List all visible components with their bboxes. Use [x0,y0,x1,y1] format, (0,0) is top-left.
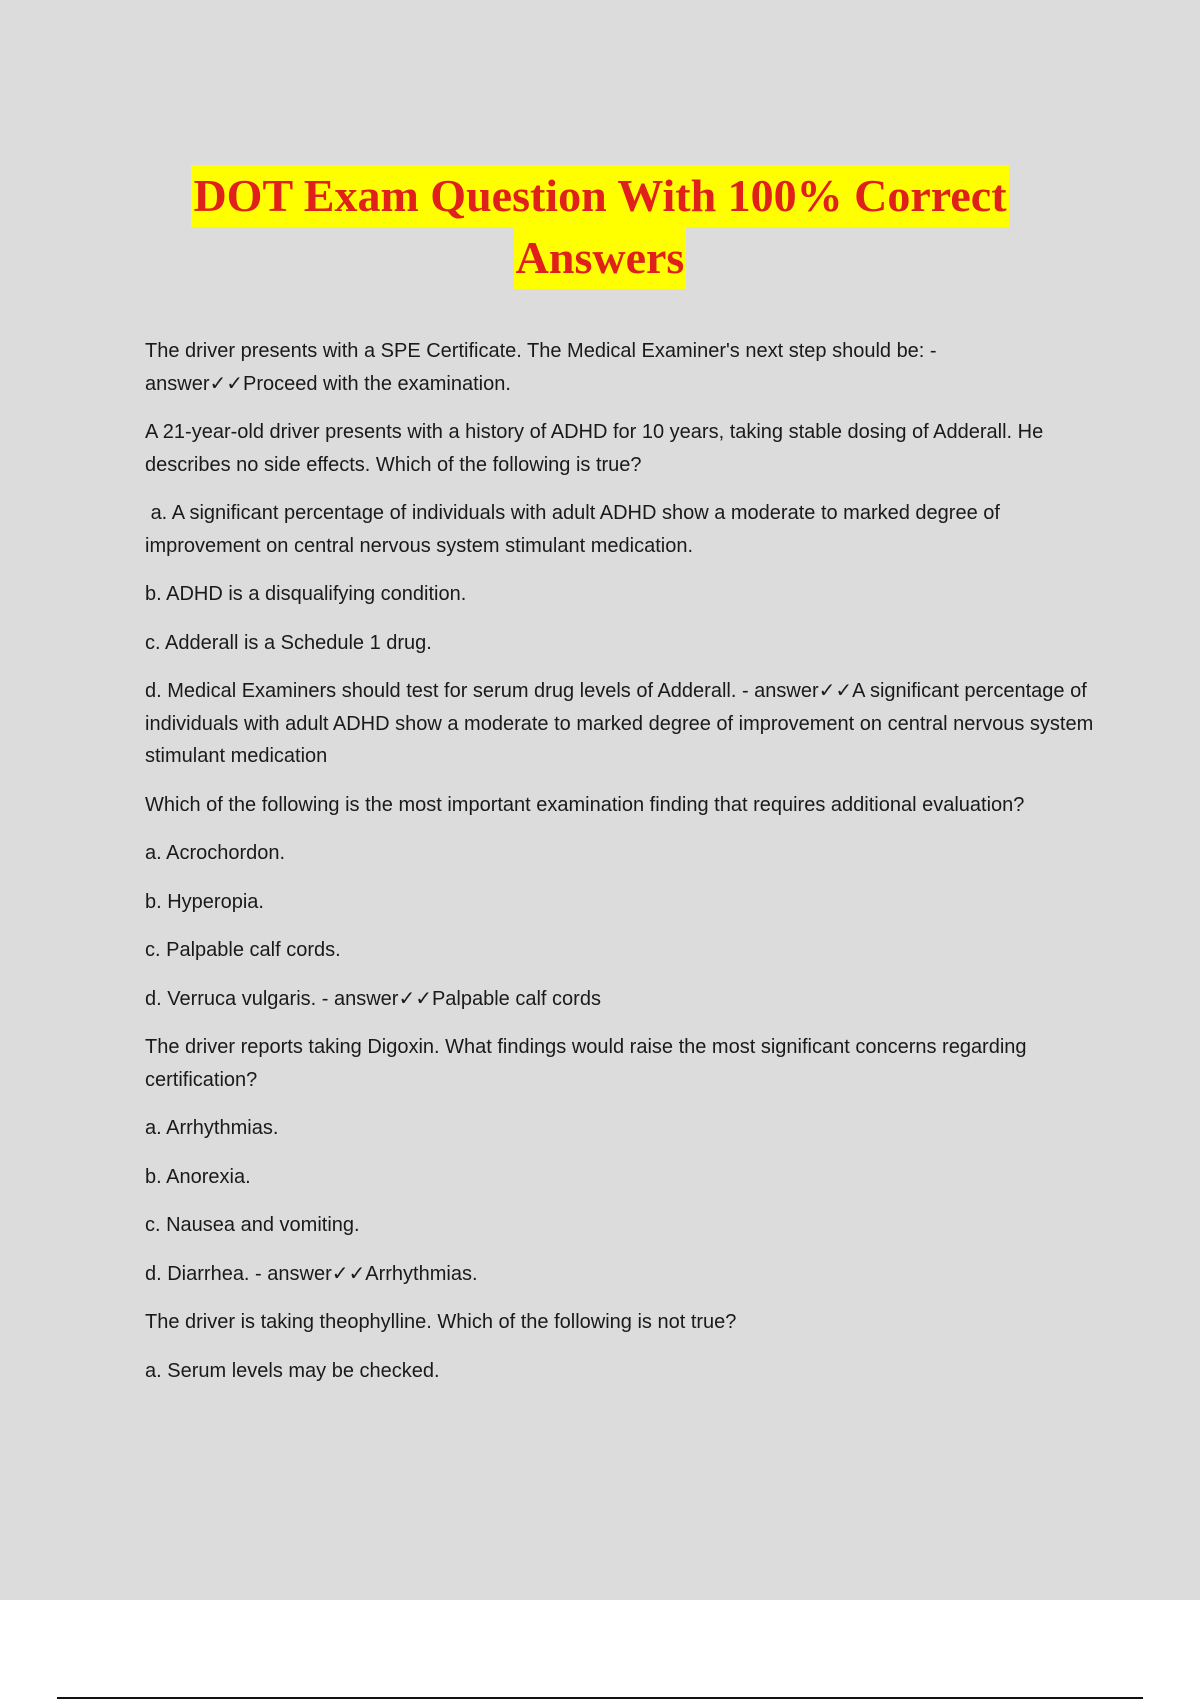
paragraph-digoxin-option-d-answer: d. Diarrhea. - answer✓✓Arrhythmias. [145,1262,478,1285]
paragraph-finding-option-d-answer: d. Verruca vulgaris. - answer✓✓Palpable calf cords [145,987,601,1010]
paragraph-spe-question: The driver presents with a SPE Certificate. The Medical Examiner's next step should be: - answer✓✓Proceed with the examination. [145,340,937,395]
paragraph-theophylline-question: The driver is taking theophylline. Which of the following is not true? [145,1311,737,1333]
paragraph-adhd-option-c: c. Adderall is a Schedule 1 drug. [145,631,432,654]
document-body [145,335,1095,1403]
paragraph-digoxin-option-b: b. Anorexia. [145,1165,251,1188]
paragraph-finding-option-a: a. Acrochordon. [145,842,286,864]
paragraph-adhd-option-d-answer: d. Medical Examiners should test for serum drug levels of Adderall. - answer✓✓A significant percentage of individuals with adult ADHD show a moderate to marked degree of improvement on central nervous system stimulant medication [145,680,1094,767]
paragraph-exam-finding-question: Which of the following is the most important examination finding that requires additional evaluation? [145,793,1025,816]
footer-divider [57,1697,1143,1699]
paragraph-adhd-option-a: a. A significant percentage of individuals with adult ADHD show a moderate to marked degree of improvement on central nervous system stimulant medication. [145,502,1006,557]
paragraph-finding-option-c: c. Palpable calf cords. [145,939,341,961]
paragraph-digoxin-option-c: c. Nausea and vomiting. [145,1214,360,1236]
paragraph-adhd-option-b: b. ADHD is a disqualifying condition. [145,583,467,605]
title-line-1: DOT Exam Question With 100% Correct [191,165,1008,227]
paragraph-digoxin-option-a: a. Arrhythmias. [145,1117,279,1139]
document-title [0,165,1200,289]
paragraph-adhd-question: A 21-year-old driver presents with a history of ADHD for 10 years, taking stable dosing of Adderall. He describes no side effects. Which of the following is true? [145,421,1044,476]
paragraph-theophylline-option-a: a. Serum levels may be checked. [145,1359,440,1382]
paragraph-finding-option-b: b. Hyperopia. [145,890,264,913]
paragraph-digoxin-question: The driver reports taking Digoxin. What findings would raise the most significant concerns regarding certification? [145,1036,1027,1091]
title-line-2: Answers [514,227,687,289]
